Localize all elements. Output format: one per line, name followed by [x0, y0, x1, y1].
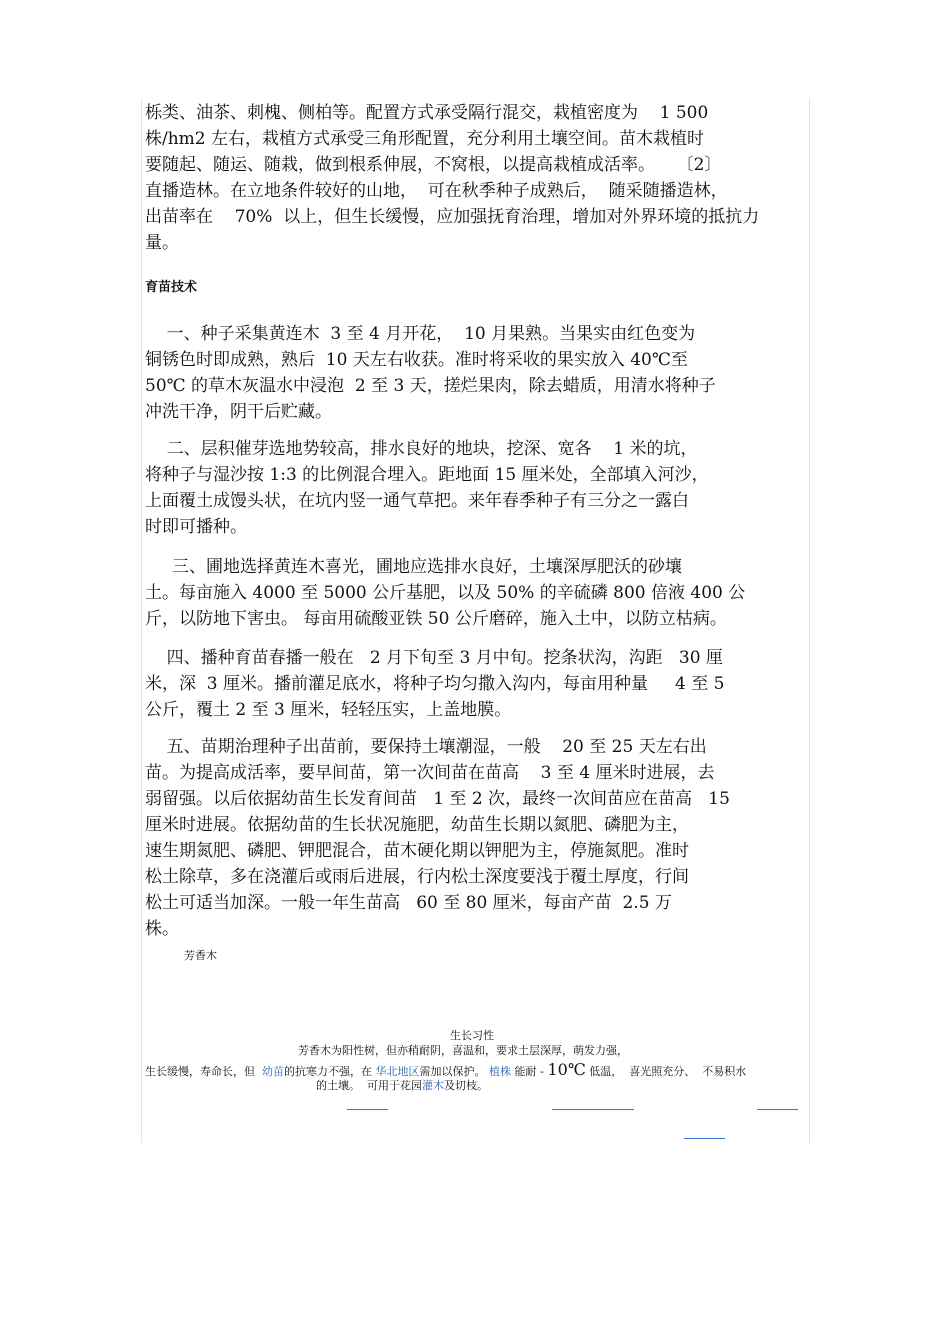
link-plant[interactable]: 植株: [489, 1065, 511, 1078]
growth-text: 生长缓慢，寿命长，但: [145, 1065, 255, 1078]
intro-line: 栎类、油茶、刺槐、侧柏等。配置方式承受隔行混交，栽植密度为 1 500: [145, 103, 709, 123]
growth-text: 的土壤。 可用于花园: [316, 1079, 422, 1092]
growth-text: 的抗寒力不强，在: [284, 1065, 372, 1078]
intro-line: 量。: [145, 233, 179, 253]
section5-line: 厘米时进展。依据幼苗的生长状况施肥，幼苗生长期以氮肥、磷肥为主，: [145, 815, 689, 835]
growth-text: 需加以保护。: [419, 1065, 486, 1078]
growth-title: 生长习性: [450, 1029, 494, 1042]
intro-line: 株/hm2 左右，栽植方式承受三角形配置，充分利用土壤空间。苗木栽植时: [145, 129, 705, 149]
section2-line: 上面覆土成馒头状，在坑内竖一通气草把。来年春季种子有三分之一露白: [145, 491, 689, 511]
section5-line: 松土除草，多在浇灌后或雨后进展，行内松土深度要浅于覆土厚度，行间: [145, 867, 689, 887]
intro-line: 直播造林。在立地条件较好的山地， 可在秋季种子成熟后， 随采随播造林，: [145, 181, 728, 201]
section5-line: 五、苗期治理种子出苗前，要保持土壤潮湿，一般 20 至 25 天左右出: [145, 737, 707, 757]
link-north-china[interactable]: 华北地区: [375, 1065, 420, 1078]
growth-line-1: 芳香木为阳性树，但亦稍耐阴，喜温和，要求土层深厚，萌发力强，: [298, 1044, 628, 1057]
section4-line: 公斤，覆土 2 至 3 厘米，轻轻压实，上盖地膜。: [145, 700, 512, 720]
growth-text: 能耐 -: [514, 1065, 544, 1078]
intro-line: 出苗率在 70% 以上，但生长缓慢，应加强抚育治理，增加对外界环境的抵抗力: [145, 207, 760, 227]
intro-line: 要随起、随运、随栽，做到根系伸展，不窝根，以提高栽植成活率。 〔2〕: [145, 155, 722, 175]
growth-text: 低温， 喜光照充分、 不易积水: [589, 1065, 747, 1078]
section1-line: 一、种子采集黄连木 3 至 4 月开花， 10 月果熟。当果实由红色变为: [145, 324, 696, 344]
section5-line: 弱留强。以后依据幼苗生长发育间苗 1 至 2 次，最终一次间苗应在苗高 15: [145, 789, 730, 809]
link-underline: [552, 1109, 634, 1110]
section5-line: 速生期氮肥、磷肥、钾肥混合，苗木硬化期以钾肥为主，停施氮肥。准时: [145, 841, 689, 861]
section5-line: 苗。为提高成活率，要早间苗，第一次间苗在苗高 3 至 4 厘米时进展，去: [145, 763, 715, 783]
section5-line: 松土可适当加深。一般一年生苗高 60 至 80 厘米，每亩产苗 2.5 万: [145, 893, 672, 913]
growth-line-3: [316, 1077, 488, 1093]
section2-line: 时即可播种。: [145, 517, 247, 537]
section1-line: 冲洗干净，阴干后贮藏。: [145, 402, 332, 422]
section3-line: 斤，以防地下害虫。 每亩用硫酸亚铁 50 公斤磨碎，施入土中，以防立枯病。: [145, 609, 727, 629]
section1-line: 50℃ 的草木灰温水中浸泡 2 至 3 天，搓烂果肉，除去蜡质，用清水将种子: [145, 376, 716, 396]
temperature: 10℃: [547, 1060, 586, 1079]
section5-line: 株。: [145, 919, 179, 939]
link-underline: [757, 1109, 798, 1110]
section-heading: 育苗技术: [145, 280, 198, 295]
link-seedling[interactable]: 幼苗: [262, 1065, 284, 1078]
section2-line: 将种子与湿沙按 1:3 的比例混合埋入。距地面 15 厘米处，全部填入河沙，: [145, 465, 709, 485]
link-underline: [684, 1138, 725, 1139]
section4-line: 米，深 3 厘米。播前灌足底水，将种子均匀撒入沟内，每亩用种量 4 至 5: [145, 674, 725, 694]
link-underline: [347, 1109, 388, 1110]
plant-name: 芳香木: [184, 949, 217, 962]
section3-line: 三、圃地选择黄连木喜光，圃地应选排水良好，土壤深厚肥沃的砂壤: [145, 557, 683, 577]
section2-line: 二、层积催芽选地势较高，排水良好的地块，挖深、宽各 1 米的坑，: [145, 439, 698, 459]
section4-line: 四、播种育苗春播一般在 2 月下旬至 3 月中旬。挖条状沟，沟距 30 厘: [145, 648, 723, 668]
link-shrub[interactable]: 灌木: [422, 1079, 444, 1092]
section3-line: 土。每亩施入 4000 至 5000 公斤基肥，以及 50% 的辛硫磷 800 倍液 400 公: [145, 583, 746, 603]
growth-text: 及切枝。: [444, 1079, 488, 1092]
section1-line: 铜锈色时即成熟，熟后 10 天左右收获。准时将采收的果实放入 40℃至: [145, 350, 688, 370]
